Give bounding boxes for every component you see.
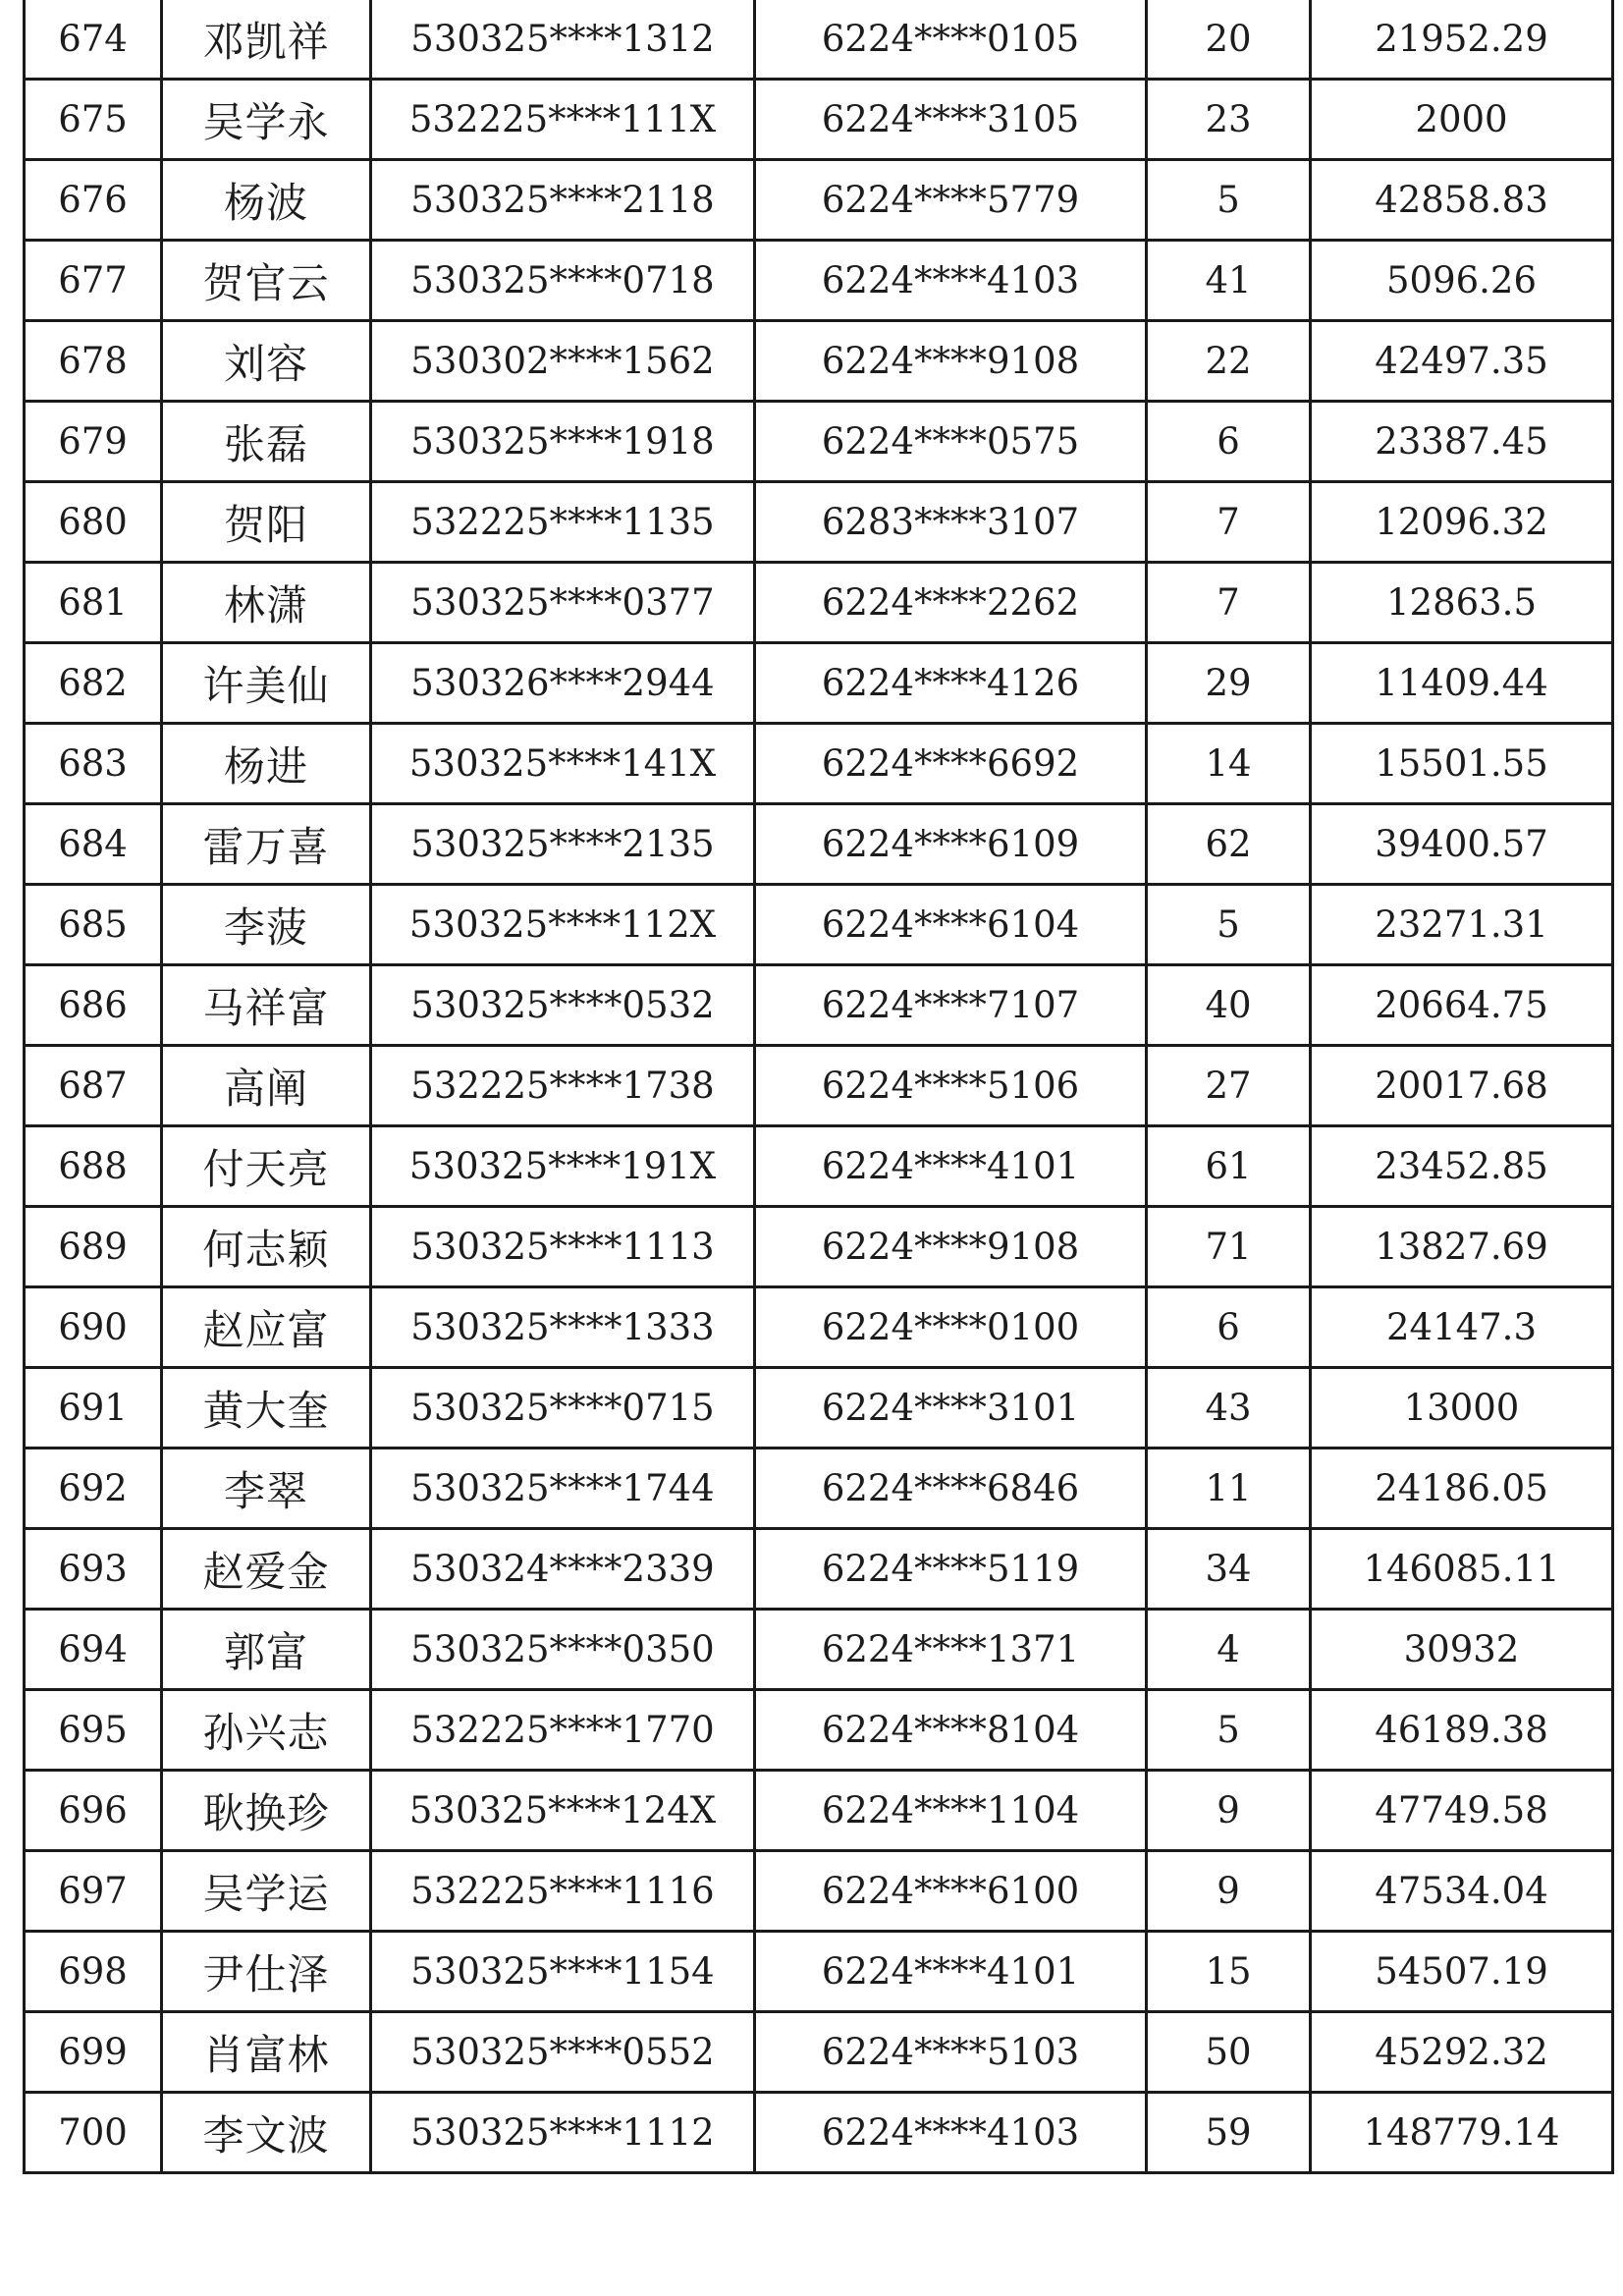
name-cell: 林潇 [162, 563, 371, 643]
id-number-cell: 532225****1116 [371, 1851, 755, 1932]
amount-cell: 45292.32 [1311, 2012, 1613, 2093]
bank-card-cell: 6224****6109 [755, 804, 1147, 885]
count-cell: 23 [1147, 80, 1311, 160]
count-cell: 20 [1147, 0, 1311, 80]
bank-card-cell: 6224****5106 [755, 1046, 1147, 1126]
name-cell: 黄大奎 [162, 1368, 371, 1449]
amount-cell: 30932 [1311, 1610, 1613, 1690]
row-index-cell: 694 [25, 1610, 162, 1690]
name-cell: 李翠 [162, 1449, 371, 1529]
amount-cell: 148779.14 [1311, 2093, 1613, 2173]
table-row [25, 643, 1613, 724]
row-index-cell: 696 [25, 1771, 162, 1851]
table-row [25, 1287, 1613, 1368]
table-row [25, 563, 1613, 643]
row-index-cell: 688 [25, 1126, 162, 1207]
amount-cell: 12863.5 [1311, 563, 1613, 643]
bank-card-cell: 6224****6846 [755, 1449, 1147, 1529]
name-cell: 耿换珍 [162, 1771, 371, 1851]
name-cell: 何志颖 [162, 1207, 371, 1287]
id-number-cell: 530325****1112 [371, 2093, 755, 2173]
id-number-cell: 530325****0552 [371, 2012, 755, 2093]
name-cell: 赵爱金 [162, 1529, 371, 1610]
id-number-cell: 530325****191X [371, 1126, 755, 1207]
amount-cell: 42858.83 [1311, 160, 1613, 241]
name-cell: 邓凯祥 [162, 0, 371, 80]
row-index-cell: 684 [25, 804, 162, 885]
id-number-cell: 530325****1333 [371, 1287, 755, 1368]
row-index-cell: 700 [25, 2093, 162, 2173]
count-cell: 7 [1147, 563, 1311, 643]
table-row [25, 1207, 1613, 1287]
row-index-cell: 687 [25, 1046, 162, 1126]
amount-cell: 54507.19 [1311, 1932, 1613, 2012]
table-row [25, 321, 1613, 402]
bank-card-cell: 6224****1371 [755, 1610, 1147, 1690]
name-cell: 李文波 [162, 2093, 371, 2173]
bank-card-cell: 6224****4126 [755, 643, 1147, 724]
row-index-cell: 689 [25, 1207, 162, 1287]
id-number-cell: 530325****1312 [371, 0, 755, 80]
amount-cell: 23387.45 [1311, 402, 1613, 482]
count-cell: 22 [1147, 321, 1311, 402]
count-cell: 61 [1147, 1126, 1311, 1207]
bank-card-cell: 6224****9108 [755, 1207, 1147, 1287]
table-row [25, 885, 1613, 965]
table-row [25, 1126, 1613, 1207]
amount-cell: 46189.38 [1311, 1690, 1613, 1771]
amount-cell: 39400.57 [1311, 804, 1613, 885]
table-row [25, 804, 1613, 885]
id-number-cell: 530325****1744 [371, 1449, 755, 1529]
row-index-cell: 678 [25, 321, 162, 402]
count-cell: 5 [1147, 1690, 1311, 1771]
bank-card-cell: 6224****3105 [755, 80, 1147, 160]
count-cell: 29 [1147, 643, 1311, 724]
bank-card-cell: 6224****0575 [755, 402, 1147, 482]
count-cell: 43 [1147, 1368, 1311, 1449]
table-row [25, 80, 1613, 160]
row-index-cell: 692 [25, 1449, 162, 1529]
row-index-cell: 695 [25, 1690, 162, 1771]
bank-card-cell: 6224****6100 [755, 1851, 1147, 1932]
amount-cell: 23271.31 [1311, 885, 1613, 965]
id-number-cell: 530325****2118 [371, 160, 755, 241]
table-row [25, 241, 1613, 321]
row-index-cell: 690 [25, 1287, 162, 1368]
count-cell: 5 [1147, 160, 1311, 241]
bank-card-cell: 6224****5779 [755, 160, 1147, 241]
name-cell: 雷万喜 [162, 804, 371, 885]
amount-cell: 13000 [1311, 1368, 1613, 1449]
bank-card-cell: 6224****5103 [755, 2012, 1147, 2093]
id-number-cell: 530325****2135 [371, 804, 755, 885]
table-row [25, 1046, 1613, 1126]
name-cell: 尹仕泽 [162, 1932, 371, 2012]
amount-cell: 24186.05 [1311, 1449, 1613, 1529]
row-index-cell: 682 [25, 643, 162, 724]
count-cell: 50 [1147, 2012, 1311, 2093]
amount-cell: 13827.69 [1311, 1207, 1613, 1287]
count-cell: 6 [1147, 402, 1311, 482]
name-cell: 肖富林 [162, 2012, 371, 2093]
name-cell: 贺阳 [162, 482, 371, 563]
id-number-cell: 530325****0715 [371, 1368, 755, 1449]
name-cell: 郭富 [162, 1610, 371, 1690]
table-row [25, 1771, 1613, 1851]
bank-card-cell: 6224****2262 [755, 563, 1147, 643]
count-cell: 59 [1147, 2093, 1311, 2173]
bank-card-cell: 6224****8104 [755, 1690, 1147, 1771]
data-table [23, 0, 1614, 2174]
bank-card-cell: 6224****5119 [755, 1529, 1147, 1610]
count-cell: 7 [1147, 482, 1311, 563]
amount-cell: 47749.58 [1311, 1771, 1613, 1851]
count-cell: 11 [1147, 1449, 1311, 1529]
table-row [25, 1932, 1613, 2012]
name-cell: 刘容 [162, 321, 371, 402]
row-index-cell: 680 [25, 482, 162, 563]
id-number-cell: 530325****0377 [371, 563, 755, 643]
name-cell: 马祥富 [162, 965, 371, 1046]
name-cell: 李菠 [162, 885, 371, 965]
count-cell: 34 [1147, 1529, 1311, 1610]
row-index-cell: 681 [25, 563, 162, 643]
bank-card-cell: 6224****9108 [755, 321, 1147, 402]
count-cell: 4 [1147, 1610, 1311, 1690]
amount-cell: 15501.55 [1311, 724, 1613, 804]
amount-cell: 11409.44 [1311, 643, 1613, 724]
count-cell: 62 [1147, 804, 1311, 885]
id-number-cell: 532225****1770 [371, 1690, 755, 1771]
row-index-cell: 683 [25, 724, 162, 804]
name-cell: 张磊 [162, 402, 371, 482]
count-cell: 71 [1147, 1207, 1311, 1287]
amount-cell: 12096.32 [1311, 482, 1613, 563]
table-row [25, 1610, 1613, 1690]
bank-card-cell: 6283****3107 [755, 482, 1147, 563]
name-cell: 吴学运 [162, 1851, 371, 1932]
table-row [25, 2012, 1613, 2093]
id-number-cell: 530325****141X [371, 724, 755, 804]
id-number-cell: 530324****2339 [371, 1529, 755, 1610]
bank-card-cell: 6224****6104 [755, 885, 1147, 965]
amount-cell: 21952.29 [1311, 0, 1613, 80]
count-cell: 15 [1147, 1932, 1311, 2012]
table-row [25, 482, 1613, 563]
bank-card-cell: 6224****4103 [755, 241, 1147, 321]
name-cell: 许美仙 [162, 643, 371, 724]
table-row [25, 1368, 1613, 1449]
name-cell: 吴学永 [162, 80, 371, 160]
row-index-cell: 677 [25, 241, 162, 321]
table-row [25, 160, 1613, 241]
name-cell: 贺官云 [162, 241, 371, 321]
table-row [25, 1529, 1613, 1610]
row-index-cell: 686 [25, 965, 162, 1046]
amount-cell: 20664.75 [1311, 965, 1613, 1046]
id-number-cell: 532225****1738 [371, 1046, 755, 1126]
count-cell: 6 [1147, 1287, 1311, 1368]
id-number-cell: 530325****0532 [371, 965, 755, 1046]
count-cell: 9 [1147, 1771, 1311, 1851]
amount-cell: 47534.04 [1311, 1851, 1613, 1932]
table-row [25, 2093, 1613, 2173]
id-number-cell: 530325****124X [371, 1771, 755, 1851]
row-index-cell: 691 [25, 1368, 162, 1449]
row-index-cell: 699 [25, 2012, 162, 2093]
count-cell: 27 [1147, 1046, 1311, 1126]
table-row [25, 724, 1613, 804]
bank-card-cell: 6224****1104 [755, 1771, 1147, 1851]
id-number-cell: 530302****1562 [371, 321, 755, 402]
id-number-cell: 532225****1135 [371, 482, 755, 563]
amount-cell: 23452.85 [1311, 1126, 1613, 1207]
bank-card-cell: 6224****6692 [755, 724, 1147, 804]
bank-card-cell: 6224****4101 [755, 1932, 1147, 2012]
amount-cell: 146085.11 [1311, 1529, 1613, 1610]
row-index-cell: 697 [25, 1851, 162, 1932]
row-index-cell: 685 [25, 885, 162, 965]
amount-cell: 42497.35 [1311, 321, 1613, 402]
count-cell: 14 [1147, 724, 1311, 804]
name-cell: 赵应富 [162, 1287, 371, 1368]
row-index-cell: 674 [25, 0, 162, 80]
id-number-cell: 530326****2944 [371, 643, 755, 724]
name-cell: 高阐 [162, 1046, 371, 1126]
bank-card-cell: 6224****4101 [755, 1126, 1147, 1207]
row-index-cell: 676 [25, 160, 162, 241]
row-index-cell: 693 [25, 1529, 162, 1610]
id-number-cell: 530325****0718 [371, 241, 755, 321]
name-cell: 付天亮 [162, 1126, 371, 1207]
bank-card-cell: 6224****3101 [755, 1368, 1147, 1449]
id-number-cell: 530325****1918 [371, 402, 755, 482]
table-row [25, 1690, 1613, 1771]
row-index-cell: 679 [25, 402, 162, 482]
name-cell: 杨波 [162, 160, 371, 241]
count-cell: 40 [1147, 965, 1311, 1046]
amount-cell: 20017.68 [1311, 1046, 1613, 1126]
name-cell: 孙兴志 [162, 1690, 371, 1771]
bank-card-cell: 6224****0105 [755, 0, 1147, 80]
table-row [25, 1449, 1613, 1529]
id-number-cell: 530325****1154 [371, 1932, 755, 2012]
id-number-cell: 530325****112X [371, 885, 755, 965]
table-row [25, 965, 1613, 1046]
count-cell: 9 [1147, 1851, 1311, 1932]
bank-card-cell: 6224****7107 [755, 965, 1147, 1046]
row-index-cell: 675 [25, 80, 162, 160]
bank-card-cell: 6224****0100 [755, 1287, 1147, 1368]
table-row [25, 1851, 1613, 1932]
id-number-cell: 532225****111X [371, 80, 755, 160]
count-cell: 41 [1147, 241, 1311, 321]
row-index-cell: 698 [25, 1932, 162, 2012]
amount-cell: 24147.3 [1311, 1287, 1613, 1368]
id-number-cell: 530325****1113 [371, 1207, 755, 1287]
table-row [25, 0, 1613, 80]
amount-cell: 5096.26 [1311, 241, 1613, 321]
id-number-cell: 530325****0350 [371, 1610, 755, 1690]
count-cell: 5 [1147, 885, 1311, 965]
name-cell: 杨进 [162, 724, 371, 804]
table-body [25, 0, 1613, 2173]
amount-cell: 2000 [1311, 80, 1613, 160]
bank-card-cell: 6224****4103 [755, 2093, 1147, 2173]
table-row [25, 402, 1613, 482]
